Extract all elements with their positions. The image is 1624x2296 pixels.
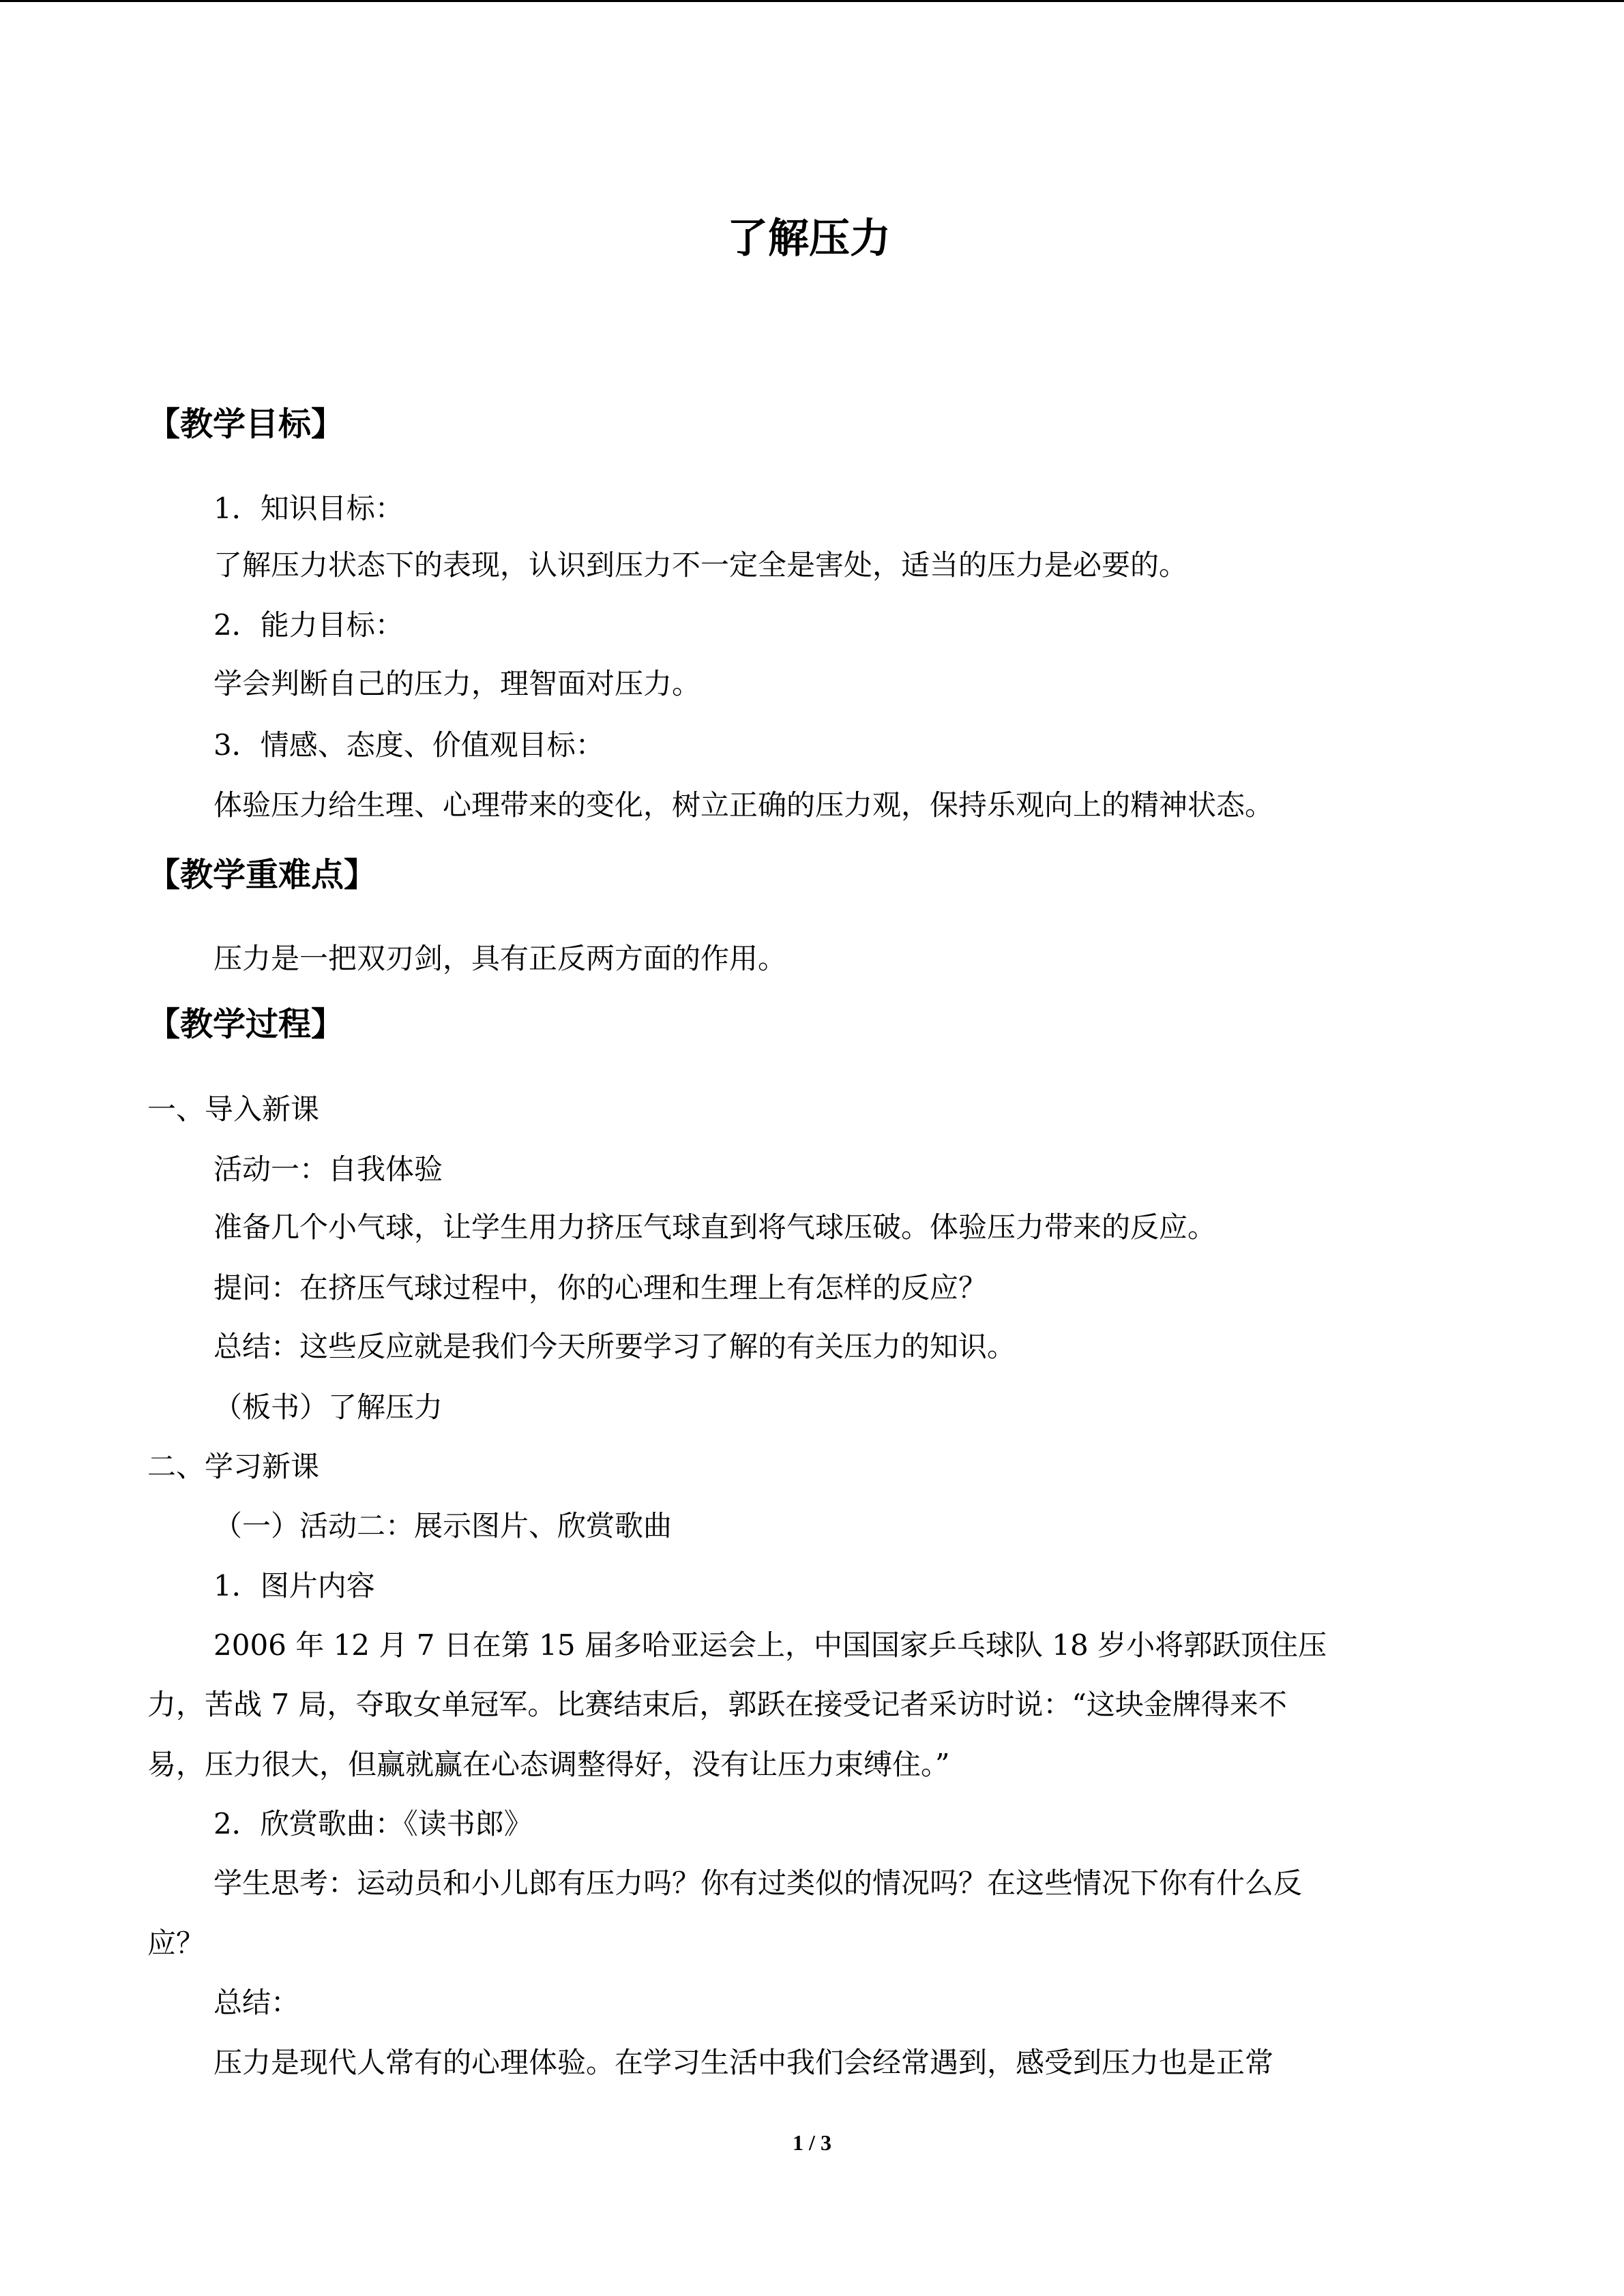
part2-line-6: 2．欣赏歌曲：《读书郎》 — [213, 1807, 533, 1840]
part2-line-3: 2006 年 12 月 7 日在第 15 届多哈亚运会上，中国国家乒乓球队 18 岁小将郭跃顶住压 — [213, 1628, 1327, 1662]
part1-line-3: 提问：在挤压气球过程中，你的心理和生理上有怎样的反应？ — [213, 1271, 988, 1304]
part1-line-2: 准备几个小气球，让学生用力挤压气球直到将气球压破。体验压力带来的反应。 — [213, 1210, 1217, 1244]
part1-line-1: 活动一：自我体验 — [213, 1152, 443, 1186]
page-number: 1 / 3 — [793, 2130, 831, 2155]
key-points-text: 压力是一把双刃剑，具有正反两方面的作用。 — [213, 942, 787, 975]
objective-line-5: 3．情感、态度、价值观目标： — [213, 728, 604, 762]
objective-line-1: 1．知识目标： — [213, 492, 404, 525]
top-border — [0, 0, 1624, 2]
part2-line-2: 1．图片内容 — [213, 1569, 375, 1602]
part1-title: 一、导入新课 — [147, 1092, 320, 1126]
objective-line-3: 2．能力目标： — [213, 608, 404, 642]
part2-line-8: 应？ — [147, 1926, 205, 1960]
objective-line-2: 了解压力状态下的表现，认识到压力不一定全是害处，适当的压力是必要的。 — [213, 548, 1188, 582]
heading-objectives: 【教学目标】 — [147, 405, 344, 443]
part2-line-7: 学生思考：运动员和小儿郎有压力吗？你有过类似的情况吗？在这些情况下你有什么反 — [213, 1866, 1303, 1900]
heading-key-points: 【教学重难点】 — [147, 856, 377, 894]
objective-line-6: 体验压力给生理、心理带来的变化，树立正确的压力观，保持乐观向上的精神状态。 — [213, 788, 1274, 822]
part1-line-4: 总结：这些反应就是我们今天所要学习了解的有关压力的知识。 — [213, 1330, 1016, 1363]
part2-line-4: 力，苦战 7 局，夺取女单冠军。比赛结束后，郭跃在接受记者采访时说：“这块金牌得来不 — [147, 1688, 1287, 1721]
part2-line-9: 总结： — [213, 1986, 300, 2019]
part2-title: 二、学习新课 — [147, 1450, 320, 1483]
part1-line-5: （板书）了解压力 — [213, 1390, 443, 1424]
document-title: 了解压力 — [727, 215, 891, 263]
part2-line-5: 易，压力很大，但赢就赢在心态调整得好，没有让压力束缚住。” — [147, 1748, 950, 1781]
part2-line-10: 压力是现代人常有的心理体验。在学习生活中我们会经常遇到，感受到压力也是正常 — [213, 2046, 1274, 2079]
objective-line-4: 学会判断自己的压力，理智面对压力。 — [213, 667, 701, 700]
heading-process: 【教学过程】 — [147, 1005, 344, 1043]
part2-line-1: （一）活动二：展示图片、欣赏歌曲 — [213, 1509, 673, 1542]
